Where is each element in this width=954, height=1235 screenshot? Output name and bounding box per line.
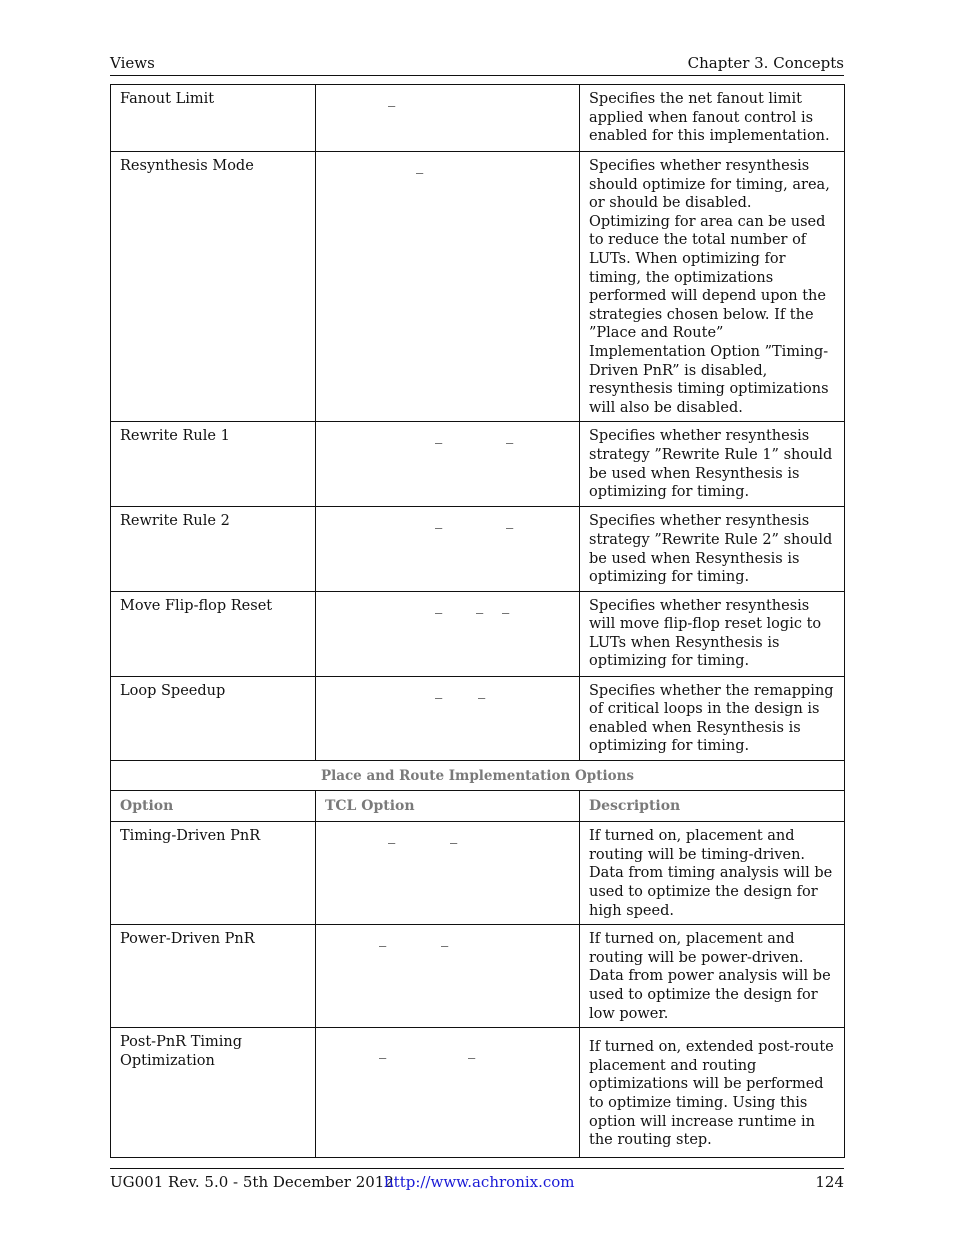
tcl-underscore: _ <box>435 428 443 445</box>
table-row <box>111 507 845 591</box>
tcl-underscore: _ <box>468 1043 476 1060</box>
tcl-option <box>316 152 580 422</box>
option-name: Loop Speedup <box>111 676 316 760</box>
header-chapter: Chapter 3. Concepts <box>687 54 844 72</box>
tcl-option <box>316 85 580 152</box>
option-name: Move Flip-flop Reset <box>111 591 316 676</box>
tcl-underscore: _ <box>379 1043 387 1060</box>
footer-rule <box>110 1168 844 1169</box>
option-name: Rewrite Rule 1 <box>111 422 316 507</box>
table-row <box>111 591 845 676</box>
table-row <box>111 822 845 925</box>
tcl-underscore: _ <box>388 91 396 107</box>
tcl-underscore: _ <box>416 158 424 174</box>
website-link[interactable]: http://www.achronix.com <box>384 1173 575 1191</box>
document-revision: UG001 Rev. 5.0 - 5th December 2012 <box>110 1173 394 1191</box>
tcl-underscore: _ <box>379 931 387 948</box>
option-name: Resynthesis Mode <box>111 152 316 422</box>
table-header-row <box>111 790 845 822</box>
option-name: Timing-Driven PnR <box>111 822 316 925</box>
table-row <box>111 422 845 507</box>
option-name: Power-Driven PnR <box>111 925 316 1028</box>
tcl-underscore: _ <box>502 597 510 614</box>
tcl-underscore: _ <box>388 828 396 845</box>
column-header-tcl: TCL Option <box>316 790 580 822</box>
option-description: If turned on, placement and routing will be power-driven. Data from power analysis will be used to optimize the design for low power. <box>580 925 845 1028</box>
table-row <box>111 925 845 1028</box>
tcl-underscore: _ <box>506 513 514 530</box>
tcl-option <box>316 822 580 925</box>
table-row <box>111 152 845 422</box>
page-header <box>110 54 844 74</box>
tcl-underscore: _ <box>478 682 486 699</box>
option-description: If turned on, placement and routing will be timing-driven. Data from timing analysis will be used to optimize the design for high speed. <box>580 822 845 925</box>
tcl-option <box>316 591 580 676</box>
table-row <box>111 676 845 760</box>
table-row <box>111 1028 845 1158</box>
tcl-option <box>316 676 580 760</box>
option-description: Specifies whether resynthesis will move flip-flop reset logic to LUTs when Resynthesis is optimizing for timing. <box>580 591 845 676</box>
option-name: Rewrite Rule 2 <box>111 507 316 591</box>
tcl-underscore: _ <box>476 597 484 614</box>
option-description: Specifies whether resynthesis should optimize for timing, area, or should be disabled. Optimizing for area can be used to reduce the total number of LUTs. When optimizing for timing, the optimizations performed will depend upon the strategies chosen below. If the ”Place and Route” Implementation Option ”Timing-Driven PnR” is disabled, resynthesis timing optimizations will also be disabled. <box>580 152 845 422</box>
resynthesis-options-table <box>110 84 845 761</box>
column-header-description: Description <box>580 790 845 822</box>
column-header-option: Option <box>111 790 316 822</box>
tcl-option <box>316 422 580 507</box>
option-name: Fanout Limit <box>111 85 316 152</box>
option-description: Specifies the net fanout limit applied when fanout control is enabled for this implementation. <box>580 85 845 152</box>
place-and-route-options-table <box>110 760 845 1158</box>
tcl-underscore: _ <box>435 682 443 699</box>
table-caption-row <box>111 761 845 791</box>
tcl-underscore: _ <box>506 428 514 445</box>
option-description: Specifies whether the remapping of critical loops in the design is enabled when Resynthesis is optimizing for timing. <box>580 676 845 760</box>
header-section: Views <box>110 54 155 72</box>
option-description: Specifies whether resynthesis strategy ”Rewrite Rule 2” should be used when Resynthesis is optimizing for timing. <box>580 507 845 591</box>
header-rule <box>110 75 844 76</box>
tcl-underscore: _ <box>435 513 443 530</box>
tcl-option <box>316 1028 580 1158</box>
option-description: Specifies whether resynthesis strategy ”Rewrite Rule 1” should be used when Resynthesis is optimizing for timing. <box>580 422 845 507</box>
tcl-underscore: _ <box>441 931 449 948</box>
tcl-option <box>316 507 580 591</box>
tcl-option <box>316 925 580 1028</box>
tcl-underscore: _ <box>450 828 458 845</box>
option-name: Post-PnR Timing Optimization <box>111 1028 316 1158</box>
page-number: 124 <box>815 1173 844 1191</box>
tcl-underscore: _ <box>435 597 443 614</box>
option-description: If turned on, extended post-route placement and routing optimizations will be performed to optimize timing. Using this option will increase runtime in the routing step. <box>580 1028 845 1158</box>
table-row <box>111 85 845 152</box>
table-caption: Place and Route Implementation Options <box>111 761 845 791</box>
